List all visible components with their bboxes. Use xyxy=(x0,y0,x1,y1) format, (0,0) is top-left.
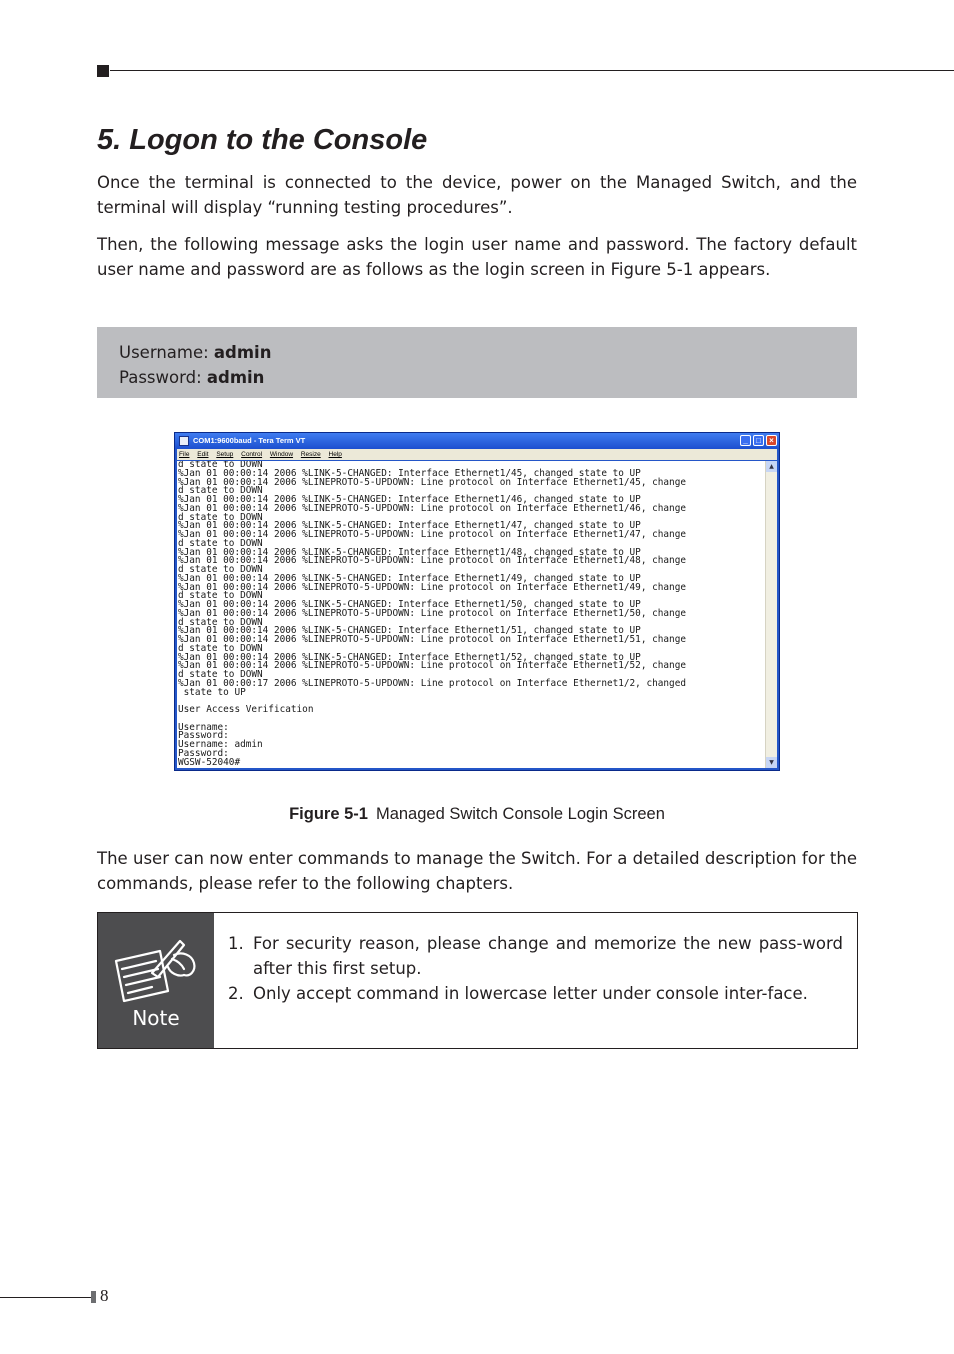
note-item-text: Only accept command in lowercase letter under console inter-face. xyxy=(253,984,808,1003)
note-item xyxy=(228,931,843,981)
terminal-line: %Jan 01 00:00:14 2006 %LINK-5-CHANGED: Interface Ethernet1/51, changed state to UP xyxy=(178,625,641,637)
terminal-scrollbar xyxy=(765,461,777,768)
credentials-box xyxy=(97,327,857,398)
figure-label: Figure 5-1 xyxy=(289,805,368,823)
terminal-line: %Jan 01 00:00:14 2006 %LINK-5-CHANGED: Interface Ethernet1/49, changed state to UP xyxy=(178,572,641,584)
terminal-output xyxy=(178,461,765,767)
terminal-line: d state to DOWN xyxy=(178,485,263,497)
terminal-line: %Jan 01 00:00:14 2006 %LINEPROTO-5-UPDOWN: Line protocol on Interface Ethernet1/47, change xyxy=(178,529,686,540)
note-item-number: 2. xyxy=(228,984,244,1003)
menu-window: Window xyxy=(269,451,294,458)
terminal-line: d state to DOWN xyxy=(178,642,263,654)
terminal-line: d state to DOWN xyxy=(178,590,263,602)
page-number: 8 xyxy=(100,1286,109,1305)
terminal-line: d state to DOWN xyxy=(178,511,263,523)
terminal-line: Password: xyxy=(178,747,229,759)
note-item-text: For security reason, please change and memorize the new pass-word after this first setup. xyxy=(253,934,843,978)
menu-resize: Resize xyxy=(300,451,321,458)
maximize-icon: □ xyxy=(753,435,764,446)
note-writing-hand-icon xyxy=(112,933,198,1003)
terminal-app-icon xyxy=(179,436,189,446)
scroll-up-arrow-icon: ▲ xyxy=(766,461,777,472)
minimize-icon: _ xyxy=(740,435,751,446)
terminal-line: %Jan 01 00:00:14 2006 %LINEPROTO-5-UPDOWN: Line protocol on Interface Ethernet1/45, change xyxy=(178,476,686,488)
terminal-line: %Jan 01 00:00:14 2006 %LINK-5-CHANGED: Interface Ethernet1/52, changed state to UP xyxy=(178,651,641,663)
terminal-line: Password: xyxy=(178,730,229,742)
console-window-title: COM1:9600baud - Tera Term VT xyxy=(193,436,306,445)
commands-paragraph: The user can now enter commands to manage the Switch. For a detailed description for the commands, please refer to the following chapters. xyxy=(97,849,857,893)
terminal-line: %Jan 01 00:00:14 2006 %LINEPROTO-5-UPDOWN: Line protocol on Interface Ethernet1/49, change xyxy=(178,581,686,593)
password-label: Password: xyxy=(119,368,202,387)
terminal-line xyxy=(178,715,765,724)
terminal-line: Username: admin xyxy=(178,739,263,750)
terminal-area xyxy=(177,461,777,768)
menu-help: Help xyxy=(328,451,342,458)
terminal-line: %Jan 01 00:00:17 2006 %LINEPROTO-5-UPDOWN: Line protocol on Interface Ethernet1/2, changed xyxy=(178,677,686,689)
password-value: admin xyxy=(206,368,265,387)
terminal-line: %Jan 01 00:00:14 2006 %LINK-5-CHANGED: Interface Ethernet1/47, changed state to UP xyxy=(178,520,641,532)
footer-marker xyxy=(91,1291,96,1303)
note-label: Note xyxy=(132,1006,180,1030)
note-panel xyxy=(98,913,214,1048)
close-icon: × xyxy=(766,435,777,446)
menu-control: Control xyxy=(241,451,263,458)
intro-paragraph: Once the terminal is connected to the device, power on the Managed Switch, and the terminal will display “running testing procedures”. xyxy=(97,173,857,217)
terminal-line: %Jan 01 00:00:14 2006 %LINEPROTO-5-UPDOWN: Line protocol on Interface Ethernet1/50, change xyxy=(178,607,686,619)
password-line xyxy=(119,365,835,390)
note-list xyxy=(214,913,857,1048)
terminal-line: d state to DOWN xyxy=(178,669,263,680)
note-item-number: 1. xyxy=(228,934,244,953)
terminal-line: d state to DOWN xyxy=(178,564,263,575)
terminal-line: %Jan 01 00:00:14 2006 %LINK-5-CHANGED: Interface Ethernet1/48, changed state to UP xyxy=(178,546,641,558)
terminal-line: d state to DOWN xyxy=(178,461,263,470)
username-value: admin xyxy=(213,343,272,362)
page-title: 5. Logon to the Console xyxy=(97,124,428,156)
figure-caption xyxy=(97,803,857,825)
header-square-marker xyxy=(97,65,109,77)
terminal-line: WGSW-52040# xyxy=(178,756,241,768)
console-window-screenshot xyxy=(174,432,780,771)
note-box xyxy=(97,912,858,1049)
figure-caption-text: Managed Switch Console Login Screen xyxy=(375,805,665,823)
terminal-line: %Jan 01 00:00:14 2006 %LINEPROTO-5-UPDOWN: Line protocol on Interface Ethernet1/51, change xyxy=(178,634,686,645)
menu-edit: Edit xyxy=(197,451,209,458)
terminal-line: User Access Verification xyxy=(178,704,314,715)
terminal-line: d state to DOWN xyxy=(178,537,263,549)
terminal-line: %Jan 01 00:00:14 2006 %LINEPROTO-5-UPDOWN: Line protocol on Interface Ethernet1/48, change xyxy=(178,555,686,567)
scroll-down-arrow-icon: ▼ xyxy=(766,757,777,768)
terminal-line: %Jan 01 00:00:14 2006 %LINEPROTO-5-UPDOWN: Line protocol on Interface Ethernet1/52, change xyxy=(178,660,686,672)
terminal-line: %Jan 01 00:00:14 2006 %LINK-5-CHANGED: Interface Ethernet1/50, changed state to UP xyxy=(178,599,641,610)
terminal-line: %Jan 01 00:00:14 2006 %LINK-5-CHANGED: Interface Ethernet1/46, changed state to UP xyxy=(178,494,641,505)
note-item xyxy=(228,981,843,1006)
console-titlebar xyxy=(175,433,779,449)
terminal-line: state to UP xyxy=(178,686,246,698)
terminal-line: %Jan 01 00:00:14 2006 %LINK-5-CHANGED: Interface Ethernet1/45, changed state to UP xyxy=(178,467,641,479)
terminal-line: %Jan 01 00:00:14 2006 %LINEPROTO-5-UPDOWN: Line protocol on Interface Ethernet1/46, change xyxy=(178,502,686,514)
menu-file: File xyxy=(179,451,190,458)
footer-rule xyxy=(0,1297,91,1298)
header-rule xyxy=(110,70,954,71)
username-label: Username: xyxy=(119,343,209,362)
username-line xyxy=(119,340,835,365)
terminal-line: Username: xyxy=(178,721,229,733)
menu-setup: Setup xyxy=(216,451,234,458)
console-menubar xyxy=(177,449,777,460)
login-paragraph: Then, the following message asks the login user name and password. The factory default user name and password are as follows as the login screen in Figure 5-1 appears. xyxy=(97,235,857,279)
terminal-line: d state to DOWN xyxy=(178,616,263,628)
